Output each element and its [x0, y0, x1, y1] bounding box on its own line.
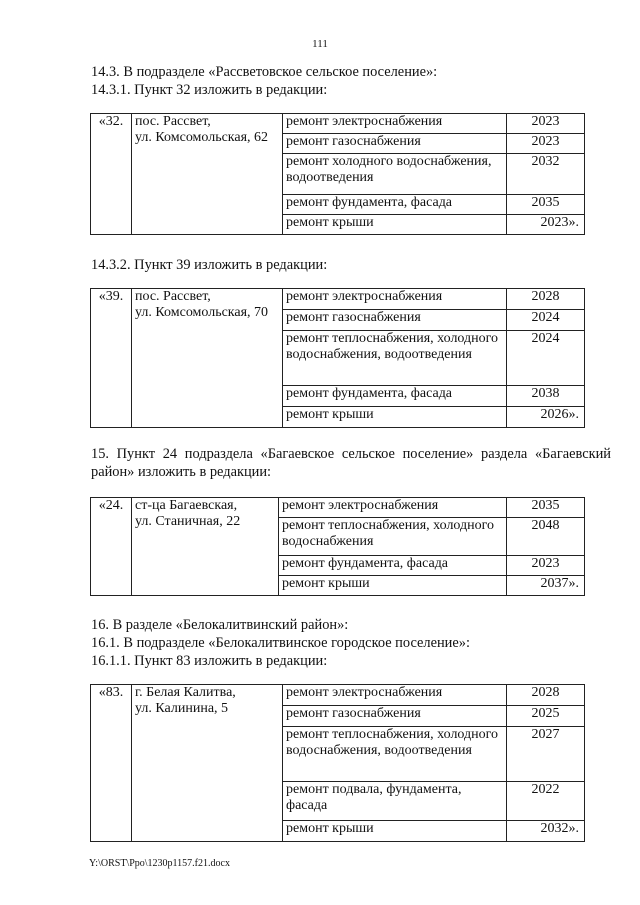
work-year: 2024 [507, 310, 585, 331]
work-type: ремонт теплоснабжения, холодного водоснабжения, водоотведения [283, 331, 507, 386]
item-address [132, 289, 283, 428]
section-heading-16 [91, 616, 611, 670]
paragraph-line: 16.1.1. Пункт 83 изложить в редакции: [91, 653, 328, 669]
address-line: ул. Комсомольская, 62 [135, 130, 269, 145]
paragraph-line: 14.3.1. Пункт 32 изложить в редакции: [91, 82, 328, 98]
item-number: «32. [91, 114, 132, 235]
item-table-39 [90, 288, 585, 428]
paragraph-line: 14.3. В подразделе «Рассветовское сельское поселение»: [91, 64, 438, 80]
work-type: ремонт фундамента, фасада [283, 195, 507, 215]
work-year: 2026». [507, 407, 585, 428]
work-year: 2028 [507, 685, 585, 706]
work-year: 2028 [507, 289, 585, 310]
work-year: 2035 [507, 498, 585, 518]
item-table-24 [90, 497, 585, 596]
work-type: ремонт теплоснабжения, холодного водоснабжения [279, 518, 507, 556]
work-type: ремонт электроснабжения [283, 114, 507, 134]
work-year: 2023 [507, 134, 585, 154]
address-line: г. Белая Калитва, [135, 685, 236, 700]
address-line: ст-ца Багаевская, [135, 498, 238, 513]
work-year: 2027 [507, 727, 585, 782]
paragraph-line: 16. В разделе «Белокалитвинский район»: [91, 617, 349, 633]
work-year: 2048 [507, 518, 585, 556]
section-heading-14-3-2 [91, 256, 611, 274]
work-type: ремонт крыши [279, 576, 507, 596]
work-year: 2024 [507, 331, 585, 386]
work-year: 2037». [507, 576, 585, 596]
item-address [132, 685, 283, 842]
paragraph-line: 14.3.2. Пункт 39 изложить в редакции: [91, 257, 328, 273]
item-number: «24. [91, 498, 132, 596]
work-year: 2025 [507, 706, 585, 727]
work-type: ремонт крыши [283, 215, 507, 235]
item-table-32 [90, 113, 585, 235]
work-type: ремонт крыши [283, 407, 507, 428]
paragraph-line: 16.1. В подразделе «Белокалитвинское городское поселение»: [91, 635, 470, 651]
work-year: 2032». [507, 821, 585, 842]
item-address [132, 114, 283, 235]
work-type: ремонт электроснабжения [279, 498, 507, 518]
address-line: ул. Станичная, 22 [135, 514, 241, 529]
section-paragraph-15: 15. Пункт 24 подраздела «Багаевское сельское поселение» раздела «Багаевский район» изложить в редакции: [91, 446, 611, 480]
item-table-83 [90, 684, 585, 842]
work-type: ремонт электроснабжения [283, 685, 507, 706]
work-type: ремонт крыши [283, 821, 507, 842]
file-path-footer: Y:\ORST\Ppo\1230p1157.f21.docx [89, 858, 230, 869]
work-year: 2023». [507, 215, 585, 235]
work-year: 2032 [507, 154, 585, 195]
address-line: ул. Комсомольская, 70 [135, 305, 269, 320]
work-year: 2022 [507, 782, 585, 821]
address-line: пос. Рассвет, [135, 289, 211, 304]
item-number: «83. [91, 685, 132, 842]
page-number: 111 [312, 38, 328, 50]
work-type: ремонт газоснабжения [283, 706, 507, 727]
work-year: 2023 [507, 114, 585, 134]
work-type: ремонт теплоснабжения, холодного водоснабжения, водоотведения [283, 727, 507, 782]
work-type: ремонт газоснабжения [283, 134, 507, 154]
address-line: ул. Калинина, 5 [135, 701, 229, 716]
address-line: пос. Рассвет, [135, 114, 211, 129]
work-type: ремонт фундамента, фасада [283, 386, 507, 407]
work-type: ремонт электроснабжения [283, 289, 507, 310]
work-type: ремонт фундамента, фасада [279, 556, 507, 576]
work-type: ремонт холодного водоснабжения, водоотведения [283, 154, 507, 195]
work-year: 2038 [507, 386, 585, 407]
work-type: ремонт подвала, фундамента, фасада [283, 782, 507, 821]
work-type: ремонт газоснабжения [283, 310, 507, 331]
work-year: 2023 [507, 556, 585, 576]
item-address [132, 498, 279, 596]
item-number: «39. [91, 289, 132, 428]
work-year: 2035 [507, 195, 585, 215]
section-heading-14-3 [91, 63, 611, 99]
